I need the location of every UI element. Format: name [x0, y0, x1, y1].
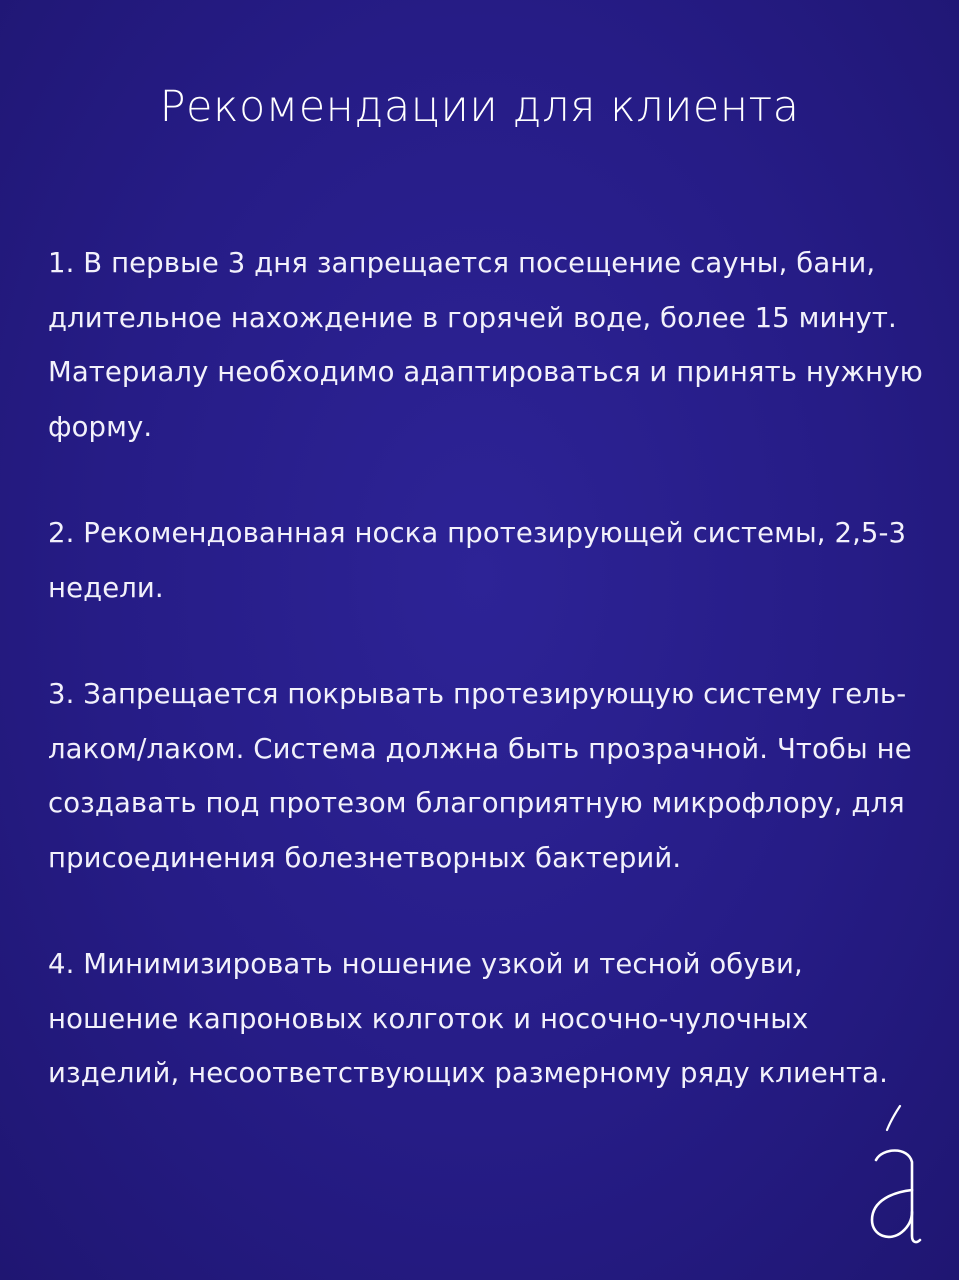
recommendation-item-3: 3. Запрещается покрывать протезирующую систему гель-лаком/лаком. Система должна быть прозрачной. Чтобы не создавать под протезом благоприятную микрофлору, для присоединения болезнетворных бактерий.	[48, 678, 912, 874]
page-title: Рекомендации для клиента	[159, 82, 800, 132]
recommendations-list	[48, 236, 928, 1153]
recommendation-item-1: 1. В первые 3 дня запрещается посещение сауны, бани, длительное нахождение в горячей воде, более 15 минут. Материалу необходимо адаптироваться и принять нужную форму.	[48, 247, 923, 443]
recommendation-item-2: 2. Рекомендованная носка протезирующей системы, 2,5-3 недели.	[48, 517, 907, 604]
recommendation-item-4: 4. Минимизировать ношение узкой и тесной обуви, ношение капроновых колготок и носочно-чулочных изделий, несоответствующих размерному ряду клиента.	[48, 948, 888, 1089]
brand-logo-icon	[860, 1100, 930, 1250]
